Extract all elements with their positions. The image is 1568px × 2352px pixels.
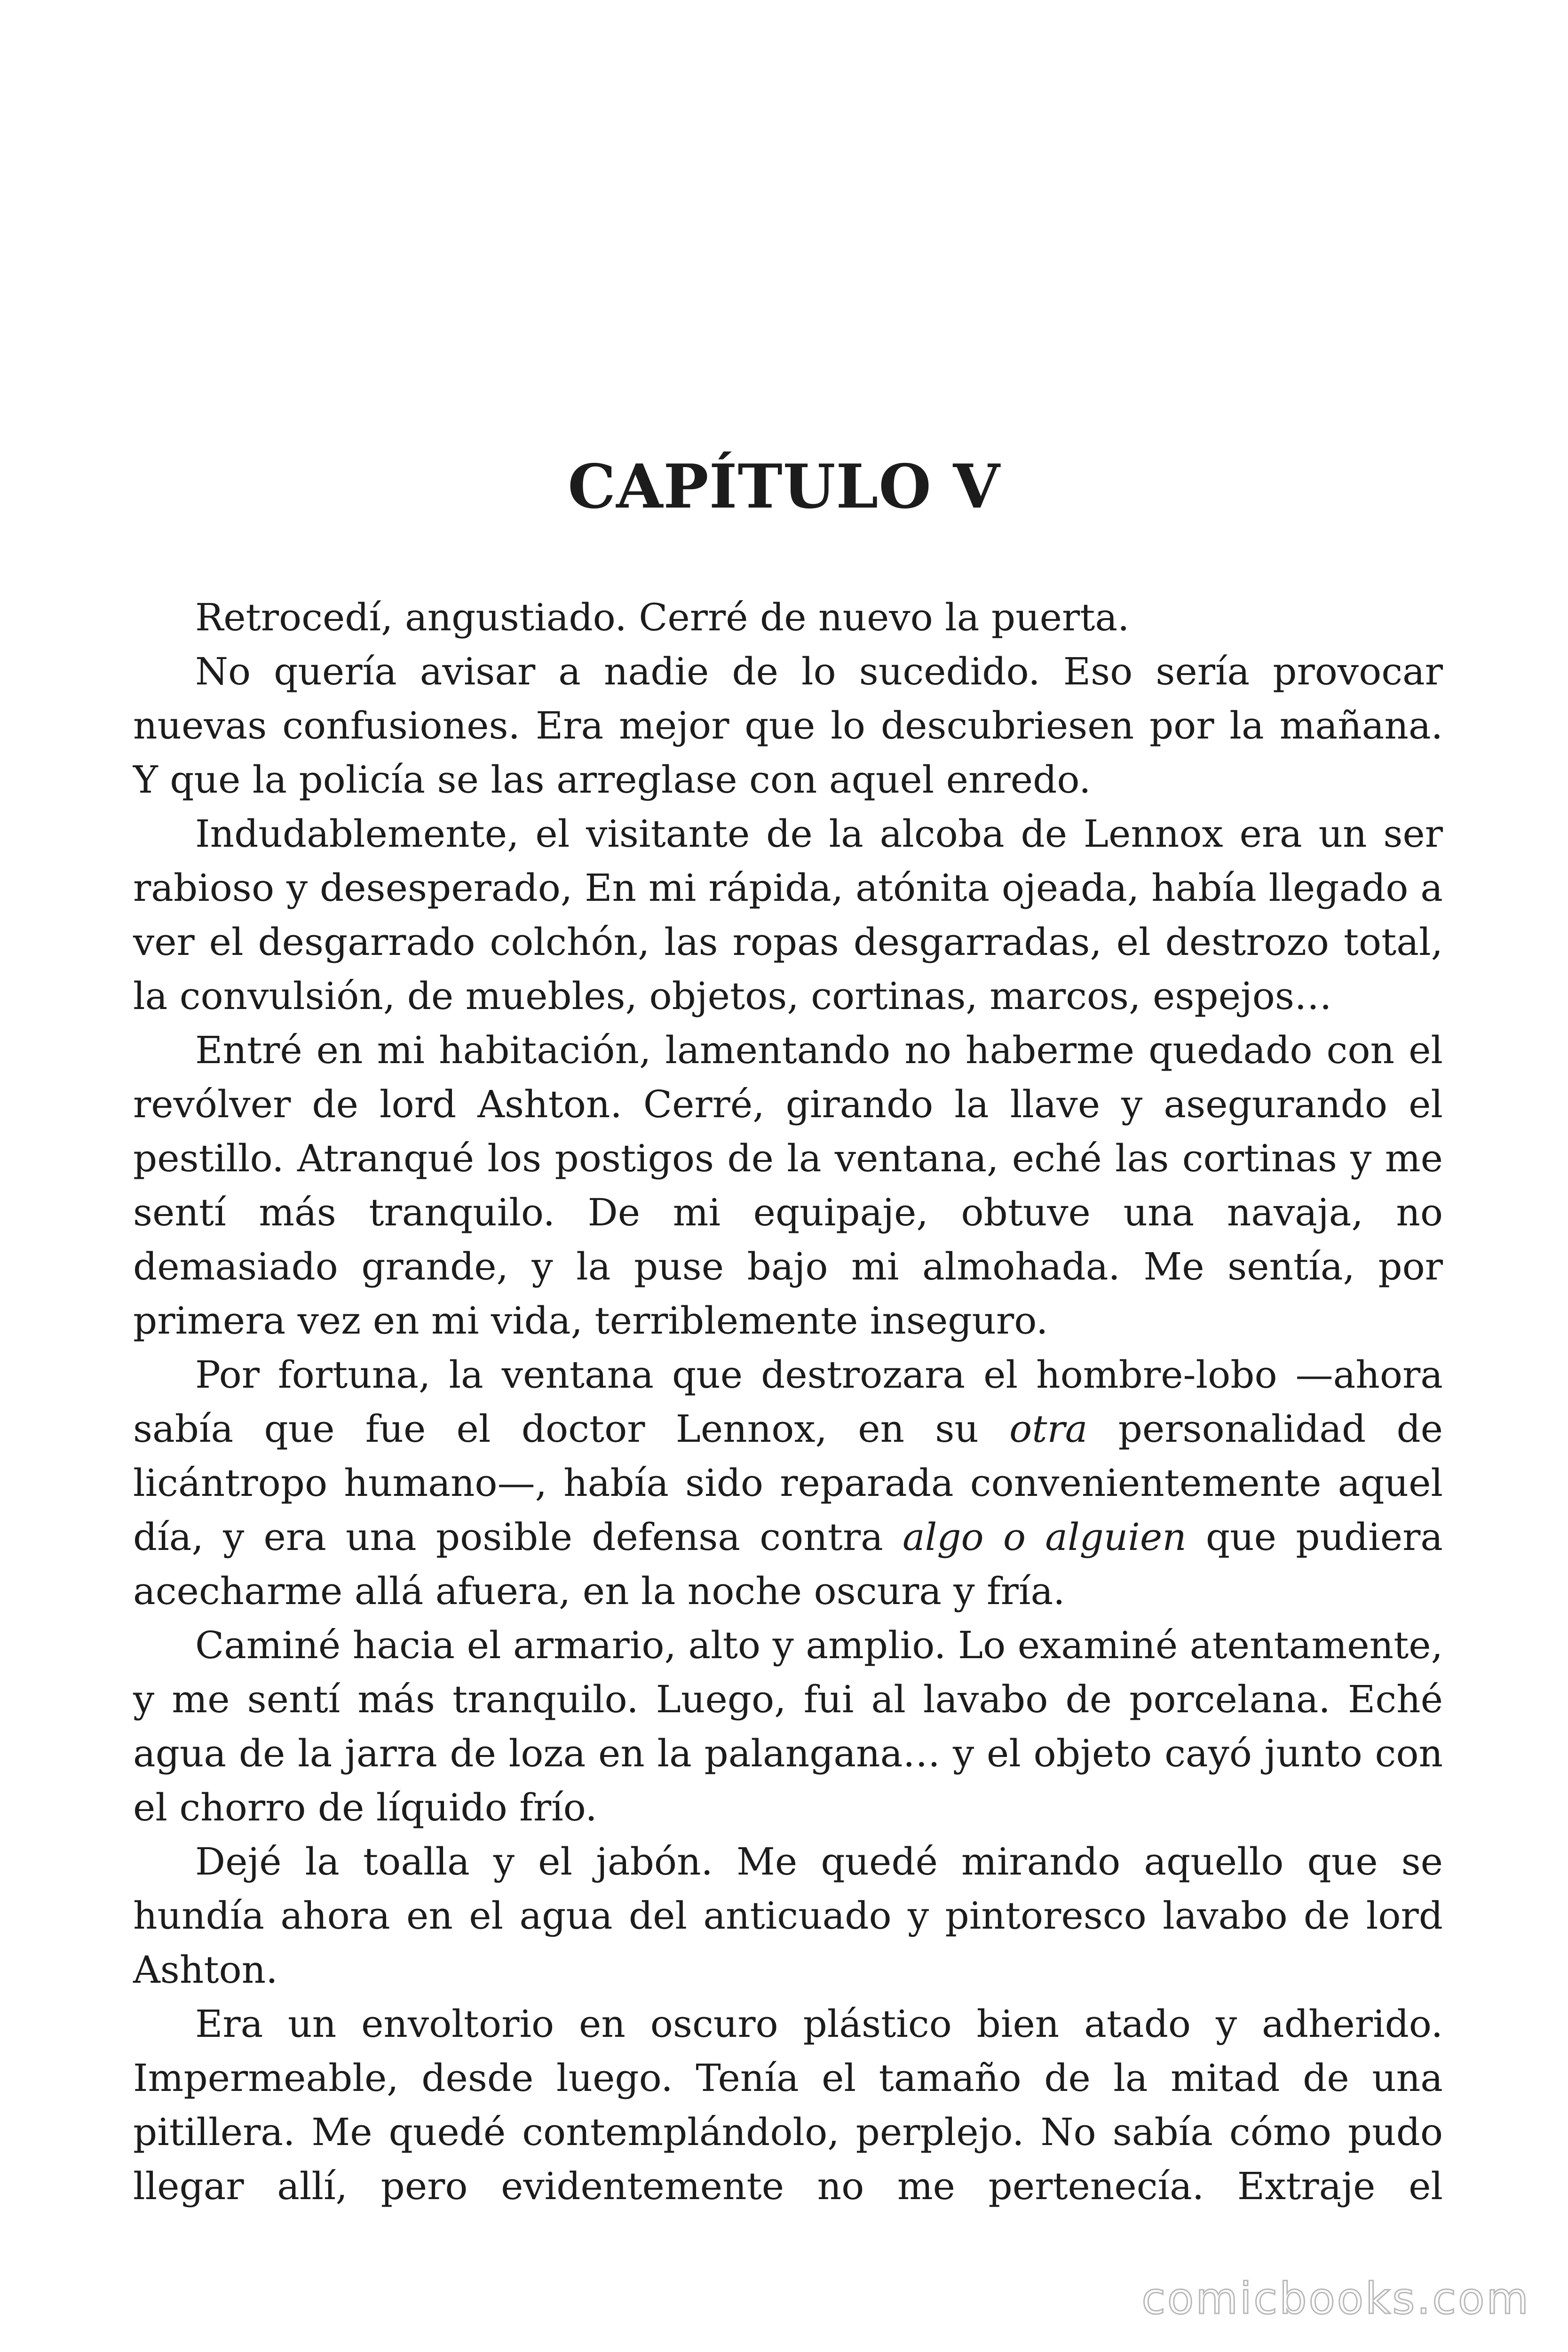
paragraph <box>133 1348 1443 1618</box>
watermark: comicbooks.com <box>1141 2273 1530 2324</box>
paragraph <box>133 1997 1443 2213</box>
paragraph-text: personalidad de licántropo humano—, había sido reparada convenientemente aquel día, y era una posible defensa contra <box>133 1407 1443 1559</box>
paragraph-text: No quería avisar a nadie de lo sucedido. Eso sería provocar nuevas confusiones. Era mejor que lo descubriesen por la mañana. Y que la policía se las arreglase con aquel enredo. <box>133 650 1443 802</box>
paragraph <box>133 807 1443 1023</box>
paragraph <box>133 644 1443 807</box>
paragraph <box>133 590 1443 644</box>
emphasis-text: otra <box>1009 1407 1088 1451</box>
paragraph-text: Por fortuna, la ventana que destrozara el hombre-lobo —ahora sabía que fue el doctor Lennox, en su <box>133 1353 1443 1451</box>
paragraph-text: Dejé la toalla y el jabón. Me quedé mirando aquello que se hundía ahora en el agua del anticuado y pintoresco lavabo de lord Ashton. <box>133 1840 1443 1992</box>
chapter-title: CAPÍTULO V <box>568 452 1000 522</box>
paragraph-text: Entré en mi habitación, lamentando no haberme quedado con el revólver de lord Ashton. Cerré, girando la llave y asegurando el pestillo. Atranqué los postigos de la ventana, eché las cortinas y me sentí más tranquilo. De mi equipaje, obtuve una navaja, no demasiado grande, y la puse bajo mi almohada. Me sentía, por primera vez en mi vida, terriblemente inseguro. <box>133 1028 1443 1343</box>
paragraph <box>133 1618 1443 1835</box>
paragraph-text: Indudablemente, el visitante de la alcoba de Lennox era un ser rabioso y desesperado, En mi rápida, atónita ojeada, había llegado a ver el desgarrado colchón, las ropas desgarradas, el destrozo total, la convulsión, de muebles, objetos, cortinas, marcos, espejos… <box>133 812 1443 1018</box>
paragraph <box>133 1023 1443 1348</box>
paragraph-text: Caminé hacia el armario, alto y amplio. Lo examiné atentamente, y me sentí más tranquilo. Luego, fui al lavabo de porcelana. Eché agua de la jarra de loza en la palangana… y el objeto cayó junto con el chorro de líquido frío. <box>133 1623 1443 1829</box>
chapter-body <box>133 590 1443 2213</box>
paragraph-text: Era un envoltorio en oscuro plástico bien atado y adherido. Impermeable, desde luego. Tenía el tamaño de la mitad de una pitillera. Me quedé contemplándolo, perplejo. No sabía cómo pudo llegar allí, pero evidentemente no me pertenecía. Extraje el <box>133 2002 1443 2208</box>
paragraph-text: Retrocedí, angustiado. Cerré de nuevo la puerta. <box>195 596 1130 639</box>
emphasis-text: algo o alguien <box>903 1515 1187 1559</box>
paragraph <box>133 1835 1443 1997</box>
paragraph-text: que pudiera acecharme allá afuera, en la noche oscura y fría. <box>133 1515 1443 1613</box>
